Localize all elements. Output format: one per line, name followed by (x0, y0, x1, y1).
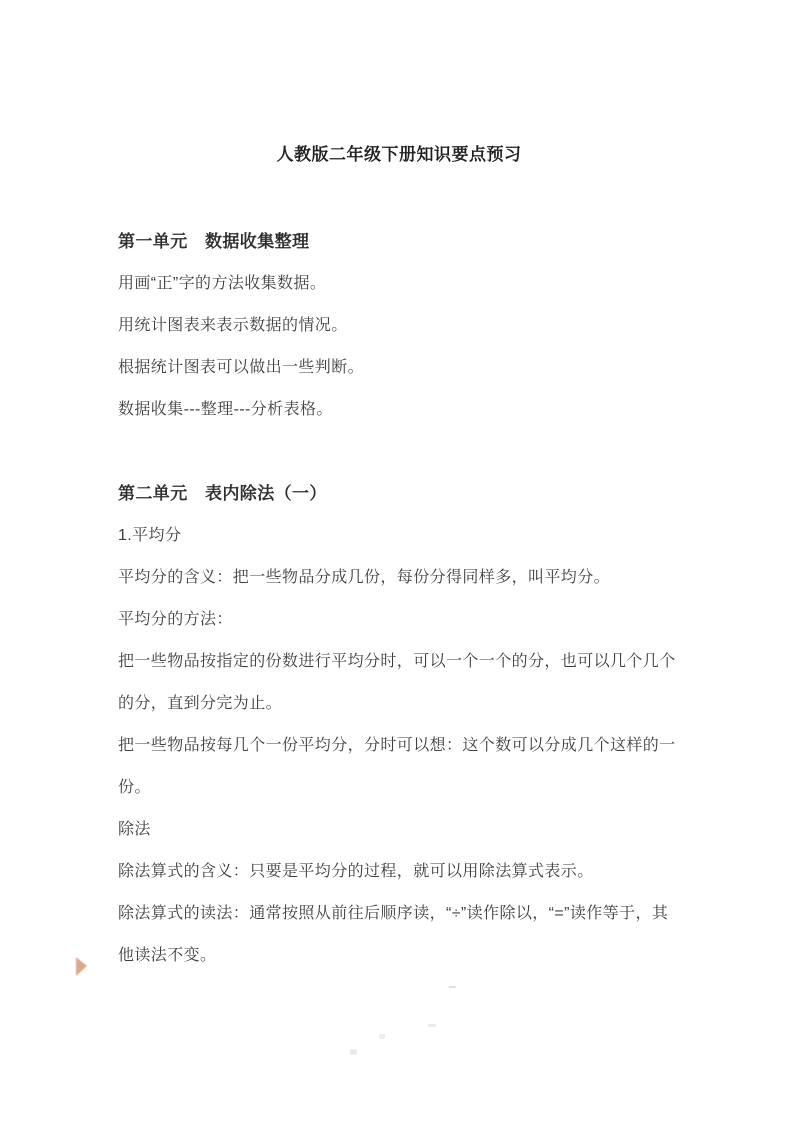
scan-speck (449, 986, 456, 988)
section-2-paragraph: 平均分的方法： (118, 611, 233, 628)
section-1-paragraph: 用统计图表来表示数据的情况。 (118, 317, 348, 334)
document-content (118, 0, 680, 977)
section-2-paragraph: 把一些物品按每几个一份平均分，分时可以想：这个数可以分成几个这样的一份。 (118, 737, 676, 796)
section-1-paragraph: 根据统计图表可以做出一些判断。 (118, 359, 365, 376)
section-2-paragraph: 平均分的含义：把一些物品分成几份，每份分得同样多，叫平均分。 (118, 569, 611, 586)
scan-speck (428, 1024, 436, 1027)
section-1-paragraph: 数据收集---整理---分析表格。 (118, 401, 333, 418)
section-2-paragraph: 1.平均分 (118, 527, 182, 544)
page-curl-arrow-icon (76, 957, 87, 976)
section-1-paragraph: 用画“正”字的方法收集数据。 (118, 275, 327, 292)
document-title: 人教版二年级下册知识要点预习 (276, 145, 522, 164)
section-1-heading: 第一单元 数据收集整理 (118, 232, 310, 251)
section-2-paragraph: 除法算式的含义：只要是平均分的过程，就可以用除法算式表示。 (118, 863, 594, 880)
section-2-paragraph: 除法 (118, 821, 151, 838)
section-2-heading: 第二单元 表内除法（一） (118, 484, 327, 503)
section-2-paragraph: 除法算式的读法：通常按照从前往后顺序读，“÷”读作除以，“=”读作等于，其他读法不变。 (118, 905, 669, 964)
scan-speck (350, 1049, 357, 1055)
section-2-paragraph: 把一些物品按指定的份数进行平均分时，可以一个一个的分，也可以几个几个的分，直到分完为止。 (118, 653, 676, 712)
scan-speck (379, 1034, 385, 1039)
